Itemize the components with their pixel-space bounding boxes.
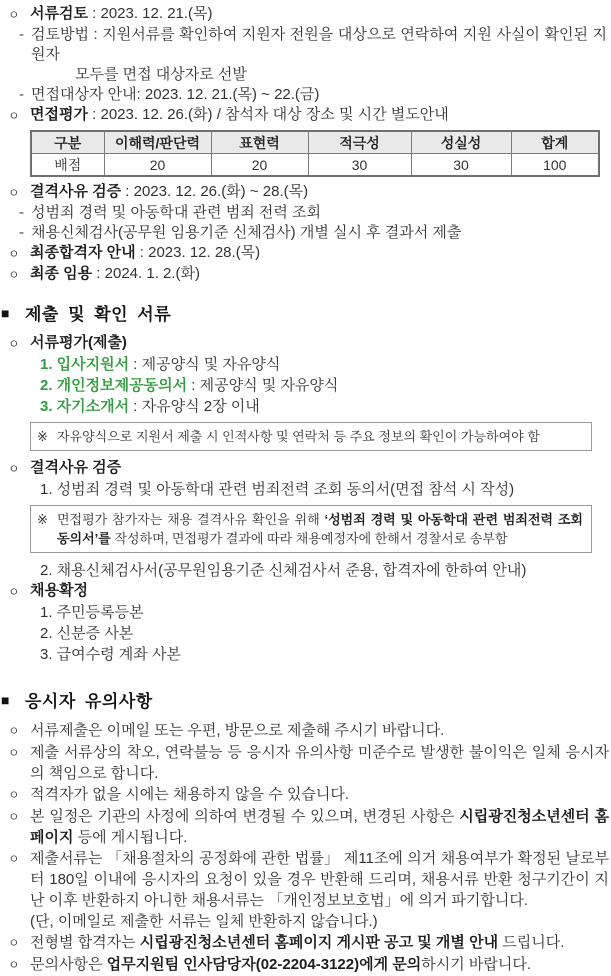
circle-bullet: ㅇ [8, 585, 20, 599]
circle-bullet: ㅇ [8, 186, 20, 200]
doc-desc: : 제공양식 및 자유양식 [187, 377, 339, 394]
col-header: 표현력 [211, 131, 308, 154]
score-table-header-row [31, 131, 599, 154]
dash-bullet: - [19, 204, 24, 221]
item-value: : 2023. 12. 21.(목) [87, 5, 213, 22]
notice-text: 서류제출은 이메일 또는 우편, 방문으로 제출해 주시기 바랍니다. [30, 722, 445, 739]
notice-document-return [0, 848, 611, 911]
notice-applicant-responsibility [0, 742, 611, 784]
notice-document-return-sub: (단, 이메일로 제출한 서류는 일체 반환하지 않습니다.) [30, 913, 378, 930]
item-text: 성범죄 경력 및 아동학대 관련 범죄 전력 조회 [31, 204, 321, 221]
item-value: : 2024. 1. 2.(화) [92, 265, 201, 282]
note-text-pre: 면접평가 참가자는 채용 결격사유 확인을 위해 [57, 512, 325, 527]
item-label: 결격사유 검증 [30, 183, 122, 200]
submission-doc-eval [0, 333, 611, 354]
notice-text: 적격자가 없을 시에는 채용하지 않을 수 있습니다. [30, 786, 349, 803]
doc-name-green: 2. 개인정보제공동의서 [40, 377, 188, 394]
notice-text-pre: 문의사항은 [30, 956, 107, 973]
schedule-item-final-hire [0, 264, 611, 285]
item-text: 면접대상자 안내: 2023. 12. 21.(목) ~ 22.(금) [31, 86, 320, 103]
section-title: 응시자 유의사항 [25, 692, 153, 711]
note-text-bold: ‘성범죄 경력 및 아동학대 관련 범죄전력 조회 동의서’를 [57, 512, 583, 546]
notice-text-pre: 전형별 합격자는 [30, 934, 140, 951]
section-heading-notices [0, 687, 611, 712]
cell-score: 30 [308, 154, 411, 177]
notice-text-bold: 업무지원팀 인사담당자(02-2204-3122)에게 문의 [106, 956, 422, 973]
notice-text-pre: 본 일정은 기관의 사정에 의하여 변경될 수 있으며, 변경된 사항은 [30, 808, 460, 825]
section-title: 제출 및 확인 서류 [25, 305, 172, 324]
circle-bullet: ㅇ [8, 8, 20, 22]
submission-disq-title [0, 458, 611, 479]
item-text: 채용신체검사(공무원 임용기준 신체검사) 개별 실시 후 결과서 제출 [31, 224, 462, 241]
item-label: 서류평가(제출) [30, 334, 127, 351]
submission-doc2 [40, 375, 611, 396]
notice-contact [0, 954, 611, 976]
circle-bullet: ㅇ [8, 936, 20, 950]
doc-name-green: 3. 자기소개서 [40, 398, 130, 415]
cell-score: 100 [511, 154, 599, 177]
item-text: 검토방법 : 지원서류를 확인하여 지원자 전원을 대상으로 연락하여 지원 사실이 확인된 지원자 [31, 26, 607, 63]
review-method-continuation: 모두를 면접 대상자로 선발 [75, 66, 247, 83]
circle-bullet: ㅇ [8, 852, 20, 866]
col-header: 이해력/판단력 [104, 131, 211, 154]
dash-bullet: - [19, 224, 24, 241]
submission-confirm-title [0, 581, 611, 602]
schedule-item-disqualification [0, 182, 611, 203]
submission-disq-item1: 1. 성범죄 경력 및 아동학대 관련 범죄전력 조회 동의서(면접 참석 시 작성) [40, 481, 515, 498]
col-header: 성실성 [411, 131, 511, 154]
notice-pass-announcement [0, 932, 611, 954]
note-box-consent-form [30, 505, 592, 553]
cell-score: 30 [411, 154, 511, 177]
submission-confirm3: 3. 급여수령 계좌 사본 [40, 646, 181, 663]
schedule-item-final-pass [0, 243, 611, 264]
doc-desc: : 제공양식 및 자유양식 [129, 356, 281, 373]
notice-text: 제출서류는 「채용절차의 공정화에 관한 법률」 제11조에 의거 채용여부가 확정된 날로부터 180일 이내에 응시자의 요청이 있을 경우 반환해 드리며, 채용서류 반환 청구기간이 지난 이후 반환하지 아니한 채용서류는 「개인정보보호법」에 의거 파기합니다. [30, 850, 609, 909]
circle-bullet: ㅇ [8, 724, 20, 738]
item-label: 최종 임용 [30, 265, 93, 282]
circle-bullet: ㅇ [8, 337, 20, 351]
doc-name-green: 1. 입사지원서 [40, 356, 130, 373]
circle-bullet: ㅇ [8, 247, 20, 261]
cell-score: 20 [104, 154, 211, 177]
circle-bullet: ㅇ [8, 810, 20, 824]
square-bullet: ■ [1, 304, 10, 321]
circle-bullet: ㅇ [8, 462, 20, 476]
item-value: : 2023. 12. 28.(목) [135, 244, 261, 261]
note-box-free-format [30, 422, 592, 451]
doc-desc: : 자유양식 2장 이내 [129, 398, 260, 415]
score-table [30, 130, 600, 177]
schedule-item-disq-check2 [0, 223, 611, 243]
schedule-item-interview-targets [0, 85, 611, 105]
item-value: : 2023. 12. 26.(화) ~ 28.(목) [121, 183, 309, 200]
note-text-post: 작성하며, 면접평가 결과에 따라 채용예정자에 한해서 경찰서로 송부함 [110, 531, 508, 546]
square-bullet: ■ [1, 691, 10, 708]
item-label: 서류검토 [30, 5, 88, 22]
schedule-item-interview-eval [0, 105, 611, 126]
reference-mark: ※ [37, 512, 48, 527]
submission-doc3 [40, 396, 611, 417]
submission-disq-item2: 2. 채용신체검사서(공무원임용기준 신체검사서 준용, 합격자에 한하여 안내) [40, 562, 527, 579]
circle-bullet: ㅇ [8, 958, 20, 972]
reference-mark: ※ [37, 429, 48, 444]
dash-bullet: - [19, 26, 24, 43]
notice-submission-methods [0, 720, 611, 742]
notice-text: 제출 서류상의 착오, 연락불능 등 응시자 유의사항 미준수로 발생한 불이익은 일체 응시자의 책임으로 합니다. [30, 744, 609, 782]
note-text: 자유양식으로 지원서 제출 시 인적사항 및 연락처 등 주요 정보의 확인이 가능하여야 함 [57, 429, 540, 444]
cell-score: 20 [211, 154, 308, 177]
notice-no-hire-possible [0, 784, 611, 806]
notice-text-bold: 시립광진청소년센터 홈페이지 [30, 808, 609, 846]
submission-confirm1: 1. 주민등록등본 [40, 604, 144, 621]
schedule-item-disq-check1 [0, 203, 611, 223]
col-header: 구분 [31, 131, 104, 154]
item-value: : 2023. 12. 26.(화) / 참석자 대상 장소 및 시간 별도안내 [87, 106, 449, 123]
schedule-item-review-method [0, 25, 611, 65]
circle-bullet: ㅇ [8, 788, 20, 802]
submission-confirm2: 2. 신분증 사본 [40, 625, 134, 642]
section-heading-submission [0, 300, 611, 325]
notice-text-post: 등에 게시됩니다. [73, 829, 188, 846]
notice-text-post: 하시기 바랍니다. [421, 956, 532, 973]
score-table-row [31, 154, 599, 177]
item-label: 결격사유 검증 [30, 459, 122, 476]
cell-rowlabel: 배점 [31, 154, 104, 177]
item-label: 최종합격자 안내 [30, 244, 136, 261]
submission-doc1 [40, 354, 611, 375]
circle-bullet: ㅇ [8, 109, 20, 123]
item-label: 면접평가 [30, 106, 88, 123]
circle-bullet: ㅇ [8, 746, 20, 760]
col-header: 적극성 [308, 131, 411, 154]
notice-schedule-change [0, 806, 611, 848]
notice-text-bold: 시립광진청소년센터 홈페이지 게시판 공고 및 개별 안내 [139, 934, 499, 951]
circle-bullet: ㅇ [8, 268, 20, 282]
notice-text-post: 드립니다. [498, 934, 565, 951]
col-header: 합계 [511, 131, 599, 154]
item-label: 채용확정 [30, 582, 88, 599]
dash-bullet: - [19, 86, 24, 103]
schedule-item-doc-review [0, 4, 611, 25]
